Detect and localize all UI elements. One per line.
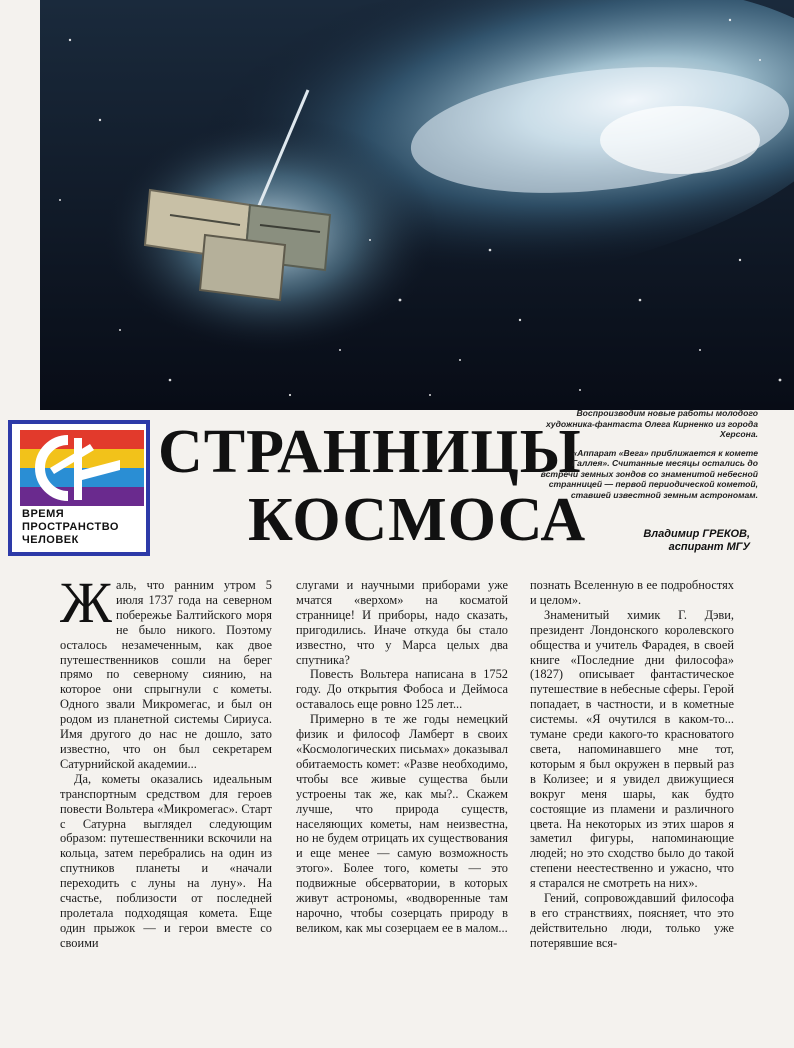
paragraph: Знаменитый химик Г. Дэви, президент Лондонского королевского общества и учитель Фарадея, в своей книге «Последние дни философа» (1827) описывает фантастическое путешествие в небесные сферы. Герой попадает, в частности, и в кометные системы. «Я очутился в каком-то... тумане среди какого-то красноватого света, напоминавшего мне тот, которым я был окружен в первый раз в Колизее; и я увидел движущиеся вокруг меня шары, как будто состоящие из пламени и различного цвета. На некоторых из этих шаров я заметил фигуры, напоминающие людей; но это сходство было до такой степени неестественно и ужасно, что я старался не смотреть на них».: [530, 607, 734, 891]
rubric-badge: [8, 420, 150, 556]
title-line-2: КОСМОСА: [248, 486, 587, 554]
paragraph: Гений, сопровождавший философа в его странствиях, поясняет, что это действительно люди, только уже потерявшие вся-: [530, 891, 734, 950]
article-title: [158, 418, 587, 554]
title-line-1: СТРАННИЦЫ: [158, 418, 582, 486]
paragraph: [60, 570, 272, 772]
caption-credit: Воспроизводим новые работы молодого художника-фантаста Олега Кирненко из города Херсона.: [546, 408, 758, 439]
paragraph: познать Вселенную в ее подробностях и целом».: [530, 578, 734, 607]
illustration-caption: [536, 408, 758, 508]
rubric-line-space: ПРОСТРАНСТВО: [22, 521, 119, 533]
article-column-2: [296, 578, 508, 936]
paragraph: слугами и научными приборами уже мчатся «верхом» на косматой страннице! И приборы, надо сказать, пригодились. Иначе откуда бы стало известно, что у Марса целых два спутника?: [296, 578, 508, 667]
paragraph: Повесть Вольтера написана в 1752 году. До открытия Фобоса и Деймоса оставалось еще ровно 125 лет...: [296, 667, 508, 712]
rubric-logo-icon: [20, 430, 144, 506]
rubric-line-time: ВРЕМЯ: [22, 508, 65, 520]
rubric-line-human: ЧЕЛОВЕК: [22, 534, 79, 546]
author-position: аспирант МГУ: [668, 541, 750, 553]
author-byline: [560, 528, 750, 554]
paragraph: Примерно в те же годы немецкий физик и философ Ламберт в своих «Космологических письмах» доказывал обитаемость комет: «Разве необходимо, чтобы все живые существа были устроены так же, как мы?.. Скажем лучше, что природа существ, населяющих кометы, нам неизвестна, но не будем отрицать их существования и еще менее — самую возможность этого». Более того, кометы — это подвижные обсерватории, в которых живут астрономы, «водворенные там нарочно, чтобы созерцать природу в великом, как мы созерцаем ее в малом...: [296, 712, 508, 935]
dropcap-letter: Ж: [60, 570, 112, 635]
article-column-3: [530, 578, 734, 951]
paragraph-text: аль, что ранним утром 5 июля 1737 года на северном побережье Балтийского моря не было никого. Поэтому осталось незамеченным, как двое путешественников сошли на берег прямо по северному сиянию, на которое они спрыгнули с кометы. Одного звали Микромегас, и был он родом из планетной системы Сириуса. Имя другого до нас не дошло, зато известно, что он был секретарем Сатурнийской академии...: [60, 578, 272, 771]
paragraph: Да, кометы оказались идеальным транспортным средством для героев повести Вольтера «Микромегас». Старт с Сатурна выглядел следующим образом: путешественники вскочили на кольца, затем перебрались на один из спутников планеты и «начали переходить с луны на луну». На счастье, поблизости от последней пролетала подходящая комета. Еще один прыжок — и герои вместе со своими: [60, 771, 272, 950]
article-column-1: [60, 570, 272, 951]
comet-vega-painting: [40, 0, 794, 410]
caption-description: «Аппарат «Вега» приближается к комете Галлея». Считанные месяцы остались до встречи земных зондов со знаменитой небесной странницей — первой периодической кометой, ставшей известной земным астрономам.: [540, 447, 758, 500]
author-name: Владимир ГРЕКОВ,: [643, 528, 750, 540]
